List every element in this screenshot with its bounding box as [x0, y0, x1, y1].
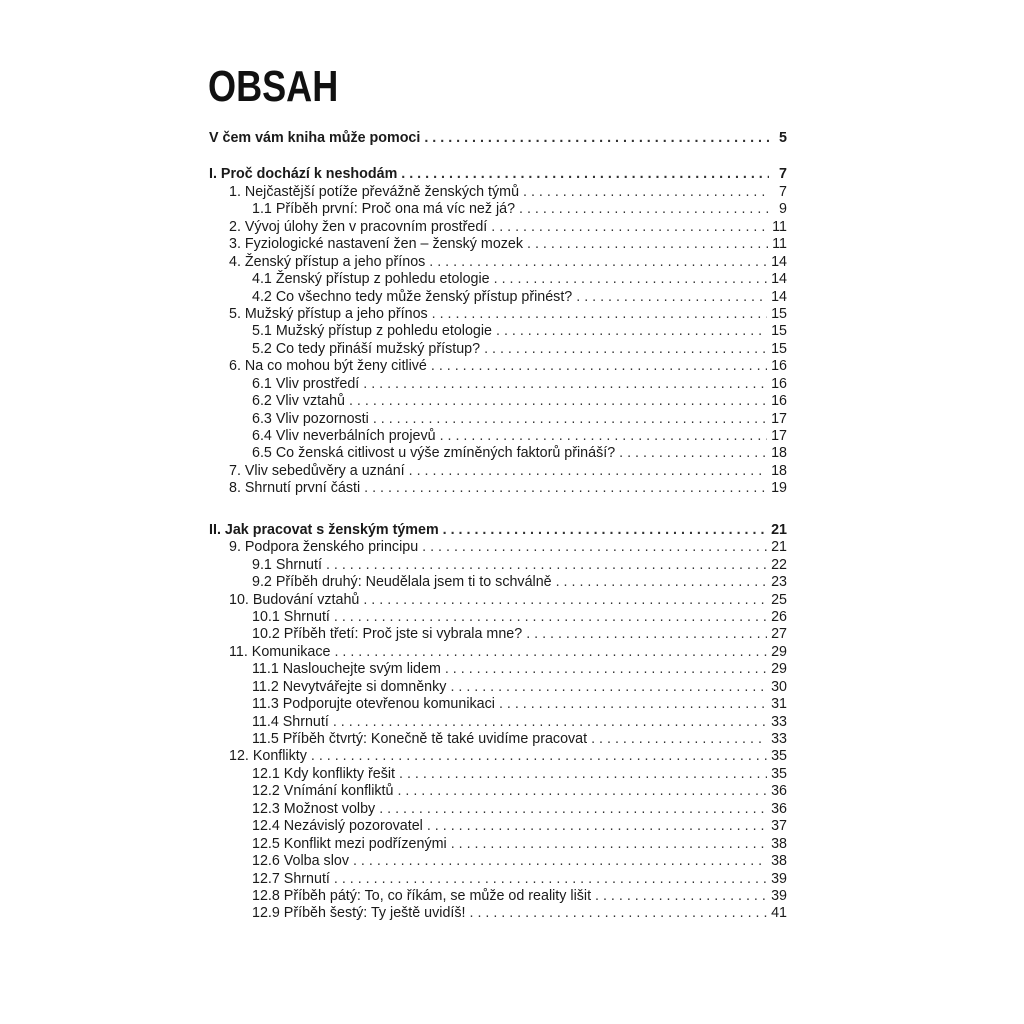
toc-page-number: 35	[771, 748, 787, 765]
toc-entry[interactable]	[209, 254, 787, 271]
toc-page-number: 38	[771, 835, 787, 852]
toc-entry-label: 1. Nejčastější potíže převážně ženských týmů	[229, 183, 520, 200]
toc-entry-label: 7. Vliv sebedůvěry a uznání	[229, 462, 405, 479]
dot-leader	[496, 323, 767, 340]
toc-entry-label: 2. Vývoj úlohy žen v pracovním prostředí	[229, 218, 488, 235]
dot-leader	[519, 201, 769, 218]
toc-page-number: 17	[771, 428, 787, 444]
page-title: OBSAH	[208, 62, 339, 111]
toc-entry-label: 8. Shrnutí první části	[229, 480, 361, 497]
dot-leader	[399, 766, 767, 783]
dot-leader	[470, 905, 768, 922]
toc-entry[interactable]	[209, 201, 787, 218]
dot-leader	[397, 783, 767, 800]
toc-entry[interactable]	[209, 411, 787, 428]
toc-part-1[interactable]	[209, 166, 787, 183]
toc-entry[interactable]	[209, 748, 787, 765]
dot-leader	[363, 592, 767, 609]
toc-page-number: 39	[771, 887, 787, 904]
dot-leader	[424, 130, 769, 147]
toc-page-number: 27	[771, 626, 787, 643]
toc-page-number: 15	[771, 305, 787, 322]
toc-entry-label: 12.4 Nezávislý pozorovatel	[252, 818, 423, 835]
toc-entry-label: 6.4 Vliv neverbálních projevů	[252, 428, 436, 444]
toc-entry-label: 11.3 Podporujte otevřenou komunikaci	[252, 696, 495, 713]
toc-page-number: 39	[771, 870, 787, 887]
toc-entry-label: 11.4 Shrnutí	[252, 713, 329, 730]
toc-page-number: 21	[771, 521, 787, 538]
toc-entry[interactable]	[209, 714, 787, 731]
toc-entry[interactable]	[209, 289, 787, 306]
toc-page-number: 9	[779, 201, 787, 218]
toc-page-number: 41	[771, 905, 787, 922]
toc-entry[interactable]	[209, 836, 787, 853]
toc-entry[interactable]	[209, 393, 787, 410]
toc-page-number: 35	[771, 765, 787, 782]
toc-entry-label: 11.5 Příběh čtvrtý: Konečně tě také uvidíme pracovat	[252, 731, 588, 747]
part-1-entries	[209, 184, 787, 498]
toc-part-label: II. Jak pracovat s ženským týmem	[209, 521, 439, 538]
dot-leader	[556, 574, 767, 591]
toc-entry[interactable]	[209, 853, 787, 870]
dot-leader	[523, 184, 769, 201]
toc-entry-label: 9. Podpora ženského principu	[229, 539, 419, 556]
toc-entry-label: 4.2 Co všechno tedy může ženský přístup přinést?	[252, 288, 573, 305]
toc-entry-label: 12.9 Příběh šestý: Ty ještě uvidíš!	[252, 905, 466, 922]
toc-entry-label: 12.3 Možnost volby	[252, 800, 376, 817]
dot-leader	[440, 428, 768, 445]
toc-entry-label: 1.1 Příběh první: Proč ona má víc než já?	[252, 201, 516, 218]
dot-leader	[527, 236, 768, 253]
toc-entry-label: 12. Konflikty	[229, 748, 307, 765]
dot-leader	[363, 376, 767, 393]
toc-entry[interactable]	[209, 609, 787, 626]
dot-leader	[445, 661, 767, 678]
toc-entry[interactable]	[209, 696, 787, 713]
toc-page-number: 16	[771, 393, 787, 410]
dot-leader	[595, 888, 767, 905]
toc-entry-label: 12.8 Příběh pátý: To, co říkám, se může od reality lišit	[252, 887, 592, 904]
dot-leader	[311, 748, 767, 765]
toc-page-number: 18	[771, 462, 787, 479]
dot-leader	[450, 679, 767, 696]
dot-leader	[409, 463, 767, 480]
toc-entry[interactable]	[209, 341, 787, 358]
dot-leader	[379, 801, 767, 818]
toc-entry[interactable]	[209, 783, 787, 800]
dot-leader	[619, 445, 767, 462]
toc-entry-label: 6.5 Co ženská citlivost u výše zmíněných faktorů přináší?	[252, 445, 616, 462]
toc-entry[interactable]	[209, 271, 787, 288]
toc-label: V čem vám kniha může pomoci	[209, 130, 421, 146]
toc-entry-label: 10.1 Shrnutí	[252, 608, 330, 625]
toc-entry-label: 12.6 Volba slov	[252, 853, 349, 870]
toc-part-label: I. Proč dochází k neshodám	[209, 166, 398, 183]
toc-entry[interactable]	[209, 184, 787, 201]
toc-entry[interactable]	[209, 557, 787, 574]
toc-entry[interactable]	[209, 358, 787, 375]
part-2-entries	[209, 539, 787, 923]
toc-page-number: 33	[771, 731, 787, 747]
toc-page-number: 11	[772, 218, 787, 235]
toc-entry[interactable]	[209, 574, 787, 591]
toc-page-number: 33	[771, 713, 787, 730]
dot-leader	[526, 626, 767, 643]
toc-entry[interactable]	[209, 801, 787, 818]
toc-entry[interactable]	[209, 871, 787, 888]
toc-entry[interactable]	[209, 480, 787, 497]
toc-entry-label: 6. Na co mohou být ženy citlivé	[229, 358, 427, 375]
toc-page-number: 16	[771, 358, 787, 375]
toc-page-number: 17	[771, 410, 787, 427]
toc-entry-label: 6.3 Vliv pozornosti	[252, 410, 369, 427]
toc-entry-label: 9.2 Příběh druhý: Neudělala jsem ti to schválně	[252, 574, 552, 591]
toc-page-number: 5	[779, 130, 787, 146]
dot-leader	[443, 522, 767, 539]
toc-entry[interactable]	[209, 463, 787, 480]
toc-entry-label: 9.1 Shrnutí	[252, 556, 322, 573]
toc-page-number: 29	[771, 661, 787, 678]
toc-entry[interactable]	[209, 626, 787, 643]
dot-leader	[491, 219, 768, 236]
toc-entry[interactable]	[209, 428, 787, 445]
toc-entry[interactable]	[209, 376, 787, 393]
dot-leader	[353, 853, 767, 870]
dot-leader	[422, 539, 767, 556]
toc-entry[interactable]	[209, 539, 787, 556]
toc-entry-label: 4.1 Ženský přístup z pohledu etologie	[252, 271, 490, 288]
toc-entry[interactable]	[209, 644, 787, 661]
dot-leader	[451, 836, 767, 853]
toc-entry-label: 12.2 Vnímání konfliktů	[252, 783, 394, 800]
toc-entry-label: 12.1 Kdy konflikty řešit	[252, 765, 396, 782]
toc-page-number: 23	[771, 574, 787, 591]
toc-page-number: 14	[771, 271, 787, 288]
dot-leader	[401, 166, 769, 183]
toc-entry-label: 12.5 Konflikt mezi podřízenými	[252, 835, 447, 852]
dot-leader	[431, 358, 767, 375]
toc-entry-label: 11.2 Nevytvářejte si domněnky	[252, 678, 447, 695]
toc-page-number: 7	[779, 166, 787, 183]
toc-page-number: 36	[771, 783, 787, 800]
dot-leader	[373, 411, 767, 428]
toc-page-number: 14	[771, 288, 787, 305]
toc-entry-label: 4. Ženský přístup a jeho přínos	[229, 253, 426, 270]
toc-entry-label: 11. Komunikace	[229, 643, 331, 660]
toc-entry[interactable]	[209, 661, 787, 678]
toc-entry-label: 10.2 Příběh třetí: Proč jste si vybrala mne?	[252, 626, 523, 643]
toc-page-number: 21	[771, 539, 787, 556]
toc-entry[interactable]	[209, 766, 787, 783]
toc-page-number: 36	[771, 800, 787, 817]
toc-entry[interactable]	[209, 679, 787, 696]
toc-entry[interactable]	[209, 888, 787, 905]
toc-entry-label: 11.1 Naslouchejte svým lidem	[252, 661, 441, 678]
toc-part-2[interactable]	[209, 522, 787, 539]
dot-leader	[333, 714, 767, 731]
toc-page-number: 18	[771, 445, 787, 462]
dot-leader	[432, 306, 767, 323]
dot-leader	[429, 254, 767, 271]
toc-entry[interactable]	[209, 323, 787, 340]
dot-leader	[326, 557, 767, 574]
toc-page-number: 29	[771, 643, 787, 660]
toc-page-number: 31	[771, 696, 787, 713]
toc-page-number: 11	[772, 236, 787, 253]
dot-leader	[576, 289, 767, 306]
dot-leader	[494, 271, 767, 288]
toc-entry[interactable]	[209, 731, 787, 748]
toc-entry-label: 12.7 Shrnutí	[252, 870, 330, 887]
toc-entry[interactable]	[209, 306, 787, 323]
dot-leader	[591, 731, 767, 748]
table-of-contents	[209, 130, 787, 923]
toc-entry-label: 3. Fyziologické nastavení žen – ženský mozek	[229, 236, 524, 253]
toc-entry-label: 5.2 Co tedy přináší mužský přístup?	[252, 340, 481, 357]
toc-entry-label: 6.2 Vliv vztahů	[252, 393, 345, 410]
toc-entry-label: 10. Budování vztahů	[229, 591, 360, 608]
toc-entry[interactable]	[209, 818, 787, 835]
toc-page-number: 37	[771, 818, 787, 835]
toc-page-number: 26	[771, 608, 787, 625]
toc-row-intro[interactable]	[209, 130, 787, 147]
toc-entry-label: 5. Mužský přístup a jeho přínos	[229, 305, 428, 322]
toc-entry[interactable]	[209, 445, 787, 462]
dot-leader	[334, 871, 767, 888]
toc-page-number: 14	[771, 253, 787, 270]
toc-entry[interactable]	[209, 219, 787, 236]
dot-leader	[499, 696, 767, 713]
dot-leader	[349, 393, 767, 410]
dot-leader	[334, 609, 767, 626]
toc-page-number: 7	[779, 183, 787, 200]
dot-leader	[427, 818, 767, 835]
toc-page-number: 22	[771, 556, 787, 573]
toc-page-number: 15	[771, 340, 787, 357]
toc-page-number: 16	[771, 375, 787, 392]
toc-entry[interactable]	[209, 592, 787, 609]
dot-leader	[364, 480, 767, 497]
toc-page-number: 15	[771, 323, 787, 340]
toc-entry[interactable]	[209, 905, 787, 922]
toc-entry[interactable]	[209, 236, 787, 253]
toc-page-number: 38	[771, 853, 787, 870]
toc-page-number: 30	[771, 678, 787, 695]
toc-entry-label: 6.1 Vliv prostředí	[252, 375, 360, 392]
toc-entry-label: 5.1 Mužský přístup z pohledu etologie	[252, 323, 493, 340]
dot-leader	[334, 644, 767, 661]
toc-page-number: 25	[771, 591, 787, 608]
toc-page-number: 19	[771, 480, 787, 497]
dot-leader	[484, 341, 767, 358]
